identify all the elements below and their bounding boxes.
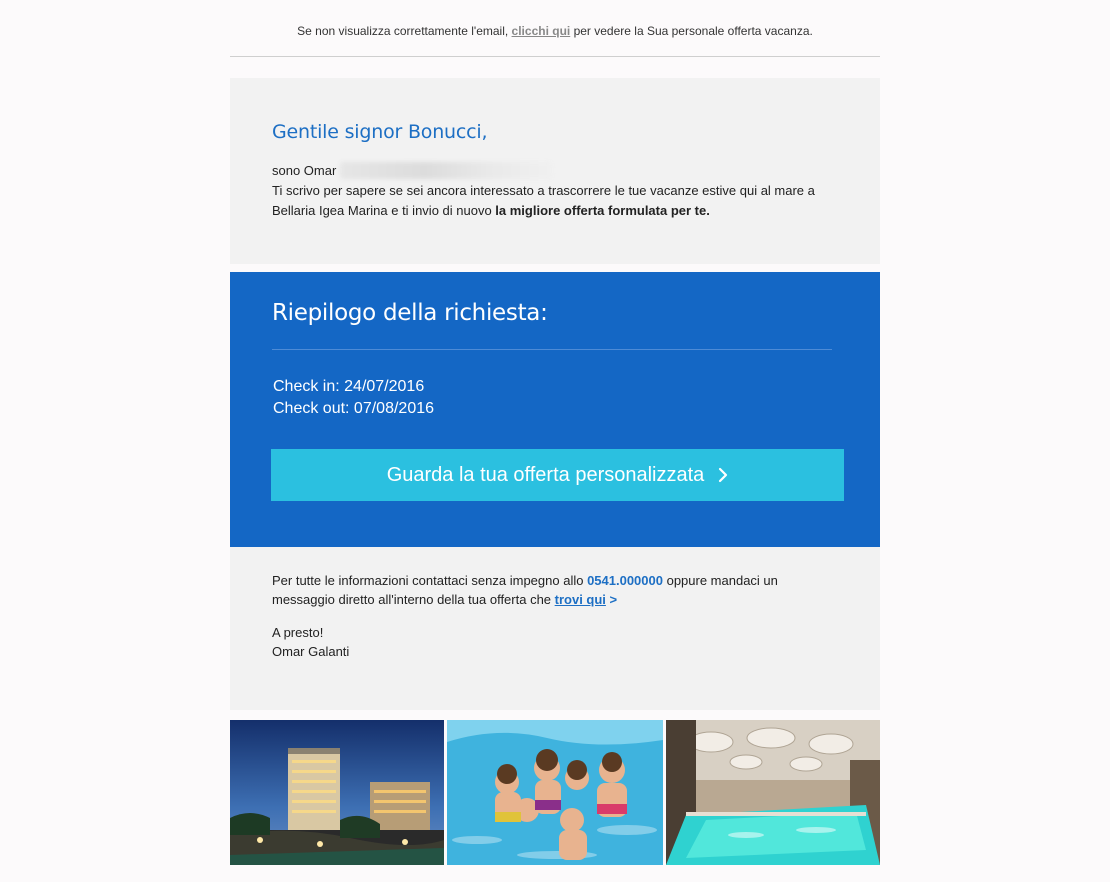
spa-pool-photo [666,720,880,865]
checkout-date: Check out: 07/08/2016 [273,400,435,417]
greeting-highlight: la migliore offerta formulata per te. [495,203,710,218]
summary-title: Riepilogo della richiesta: [272,300,548,326]
contact-section [230,547,880,710]
contact-text [272,571,842,609]
summary-divider [272,349,832,350]
signoff-greeting: A presto! [272,625,324,640]
greeting-intro: sono Omar [272,163,337,178]
find-here-suffix: > [605,592,618,607]
find-here-link[interactable]: trovi qui [554,592,606,607]
chevron-right-icon [718,467,728,483]
header-divider [230,56,880,57]
signoff-name: Omar Galanti [272,644,350,659]
phone-number[interactable]: 0541.000000 [587,573,663,588]
preheader-text-before: Se non visualizza correttamente l'email, [297,24,512,38]
hotel-exterior-photo [230,720,444,865]
view-offer-button[interactable] [271,449,844,501]
signoff [272,623,349,661]
greeting-section [230,78,880,264]
request-summary-section [230,272,880,547]
greeting-title: Gentile signor Bonucci, [272,121,488,143]
summary-dates [273,376,434,420]
preheader-text-after: per vedere la Sua personale offerta vacanza. [570,24,813,38]
view-offer-label: Guarda la tua offerta personalizzata [386,463,705,486]
contact-text-after: oppure mandaci un messaggio diretto all'interno della tua offerta che [272,573,778,607]
contact-text-before: Per tutte le informazioni contattaci senza impegno allo [272,573,588,588]
checkin-date: Check in: 24/07/2016 [273,378,425,395]
greeting-line: Ti scrivo per sapere se sei ancora interessato a trascorrere le tue vacanze estive qui al mare a Bellaria Igea Marina e ti invio di nuovo [272,183,815,218]
greeting-body [272,161,832,221]
pool-kids-photo [447,720,663,865]
redacted-surname [340,162,552,179]
preheader [230,24,880,38]
view-online-link[interactable]: clicchi qui [511,24,571,38]
